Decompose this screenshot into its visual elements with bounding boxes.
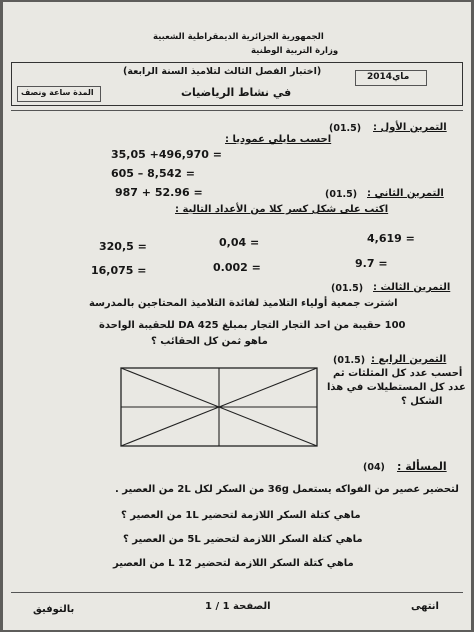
- footer-good-luck: بالتوفيق: [33, 604, 75, 615]
- ex2-number: 0,04 =: [219, 236, 260, 249]
- ex4-line3: الشكل ؟: [401, 396, 443, 407]
- problem-line1: لتحضير عصير من الفواكه يستعمل 36g من السكر لكل 2L من العصير .: [115, 484, 459, 495]
- footer-end: انتهى: [411, 601, 439, 612]
- problem-points: (04): [363, 462, 385, 473]
- problem-title: المسألة :: [397, 460, 447, 473]
- exam-subject: في نشاط الرياضيات: [181, 86, 292, 99]
- ex3-line2: 100 حقيبة من احد التجار التجار بمبلغ 425 DA للحقيبة الواحدة: [99, 320, 406, 331]
- problem-line3: ماهي كتلة السكر اللازمة لتحضير 5L من العصير ؟: [123, 534, 363, 545]
- ex2-title: التمرين الثاني :: [367, 188, 444, 199]
- ex3-line1: اشترت جمعية أولياء التلاميذ لفائدة التلاميذ المحتاجين بالمدرسة: [89, 298, 398, 309]
- ex1-instruction: احسب مايلي عموديا :: [225, 134, 332, 145]
- republic-line: الجمهورية الجزائرية الديمقراطية الشعبية: [153, 32, 324, 42]
- problem-line4: ماهي كتلة السكر اللازمة لتحضير 12 L من العصير: [113, 558, 354, 569]
- exam-date: ماي2014: [367, 72, 410, 82]
- ex1-title: التمرين الأول :: [373, 122, 447, 133]
- ex1-operation: 35,05 +496,970 =: [111, 148, 222, 161]
- ex4-line2: عدد كل المستطيلات في هذا: [327, 382, 466, 393]
- ex2-points: (01.5): [325, 189, 358, 200]
- ex4-title: التمرين الرابع :: [371, 354, 447, 365]
- ex2-instruction: اكتب على شكل كسر كلا من الأعداد التالية :: [175, 204, 389, 215]
- exam-duration: المدة ساعة ونصف: [21, 88, 94, 97]
- ex3-points: (01.5): [331, 283, 364, 294]
- ex2-number: 320,5 =: [99, 240, 147, 253]
- ex4-points: (01.5): [333, 355, 366, 366]
- ex2-number: 0.002 =: [213, 261, 261, 274]
- problem-line2: ماهي كتلة السكر اللازمة لتحضير 1L من العصير ؟: [121, 510, 361, 521]
- divider: [11, 110, 463, 111]
- exam-title: (اختبار الفصل الثالث لتلاميذ السنة الرابعة): [123, 66, 322, 77]
- ex2-number: 4,619 =: [367, 232, 415, 245]
- rectangles-triangles-figure: [119, 366, 319, 448]
- ex1-operation: 987 + 52.96 =: [115, 186, 203, 199]
- ex2-number: 9.7 =: [355, 257, 388, 270]
- ex2-number: 16,075 =: [91, 264, 147, 277]
- ministry-line: وزارة التربية الوطنية: [251, 46, 339, 56]
- ex4-line1: أحسب عدد كل المثلثات ثم: [333, 368, 463, 379]
- exam-sheet: [3, 2, 471, 630]
- ex3-line3: ماهو ثمن كل الحقائب ؟: [151, 336, 268, 347]
- ex1-points: (01.5): [329, 123, 362, 134]
- footer-page: الصفحة 1 / 1: [205, 601, 271, 612]
- footer-divider: [11, 592, 463, 593]
- ex1-operation: 605 – 8,542 =: [111, 167, 195, 180]
- ex3-title: التمرين الثالث :: [373, 282, 451, 293]
